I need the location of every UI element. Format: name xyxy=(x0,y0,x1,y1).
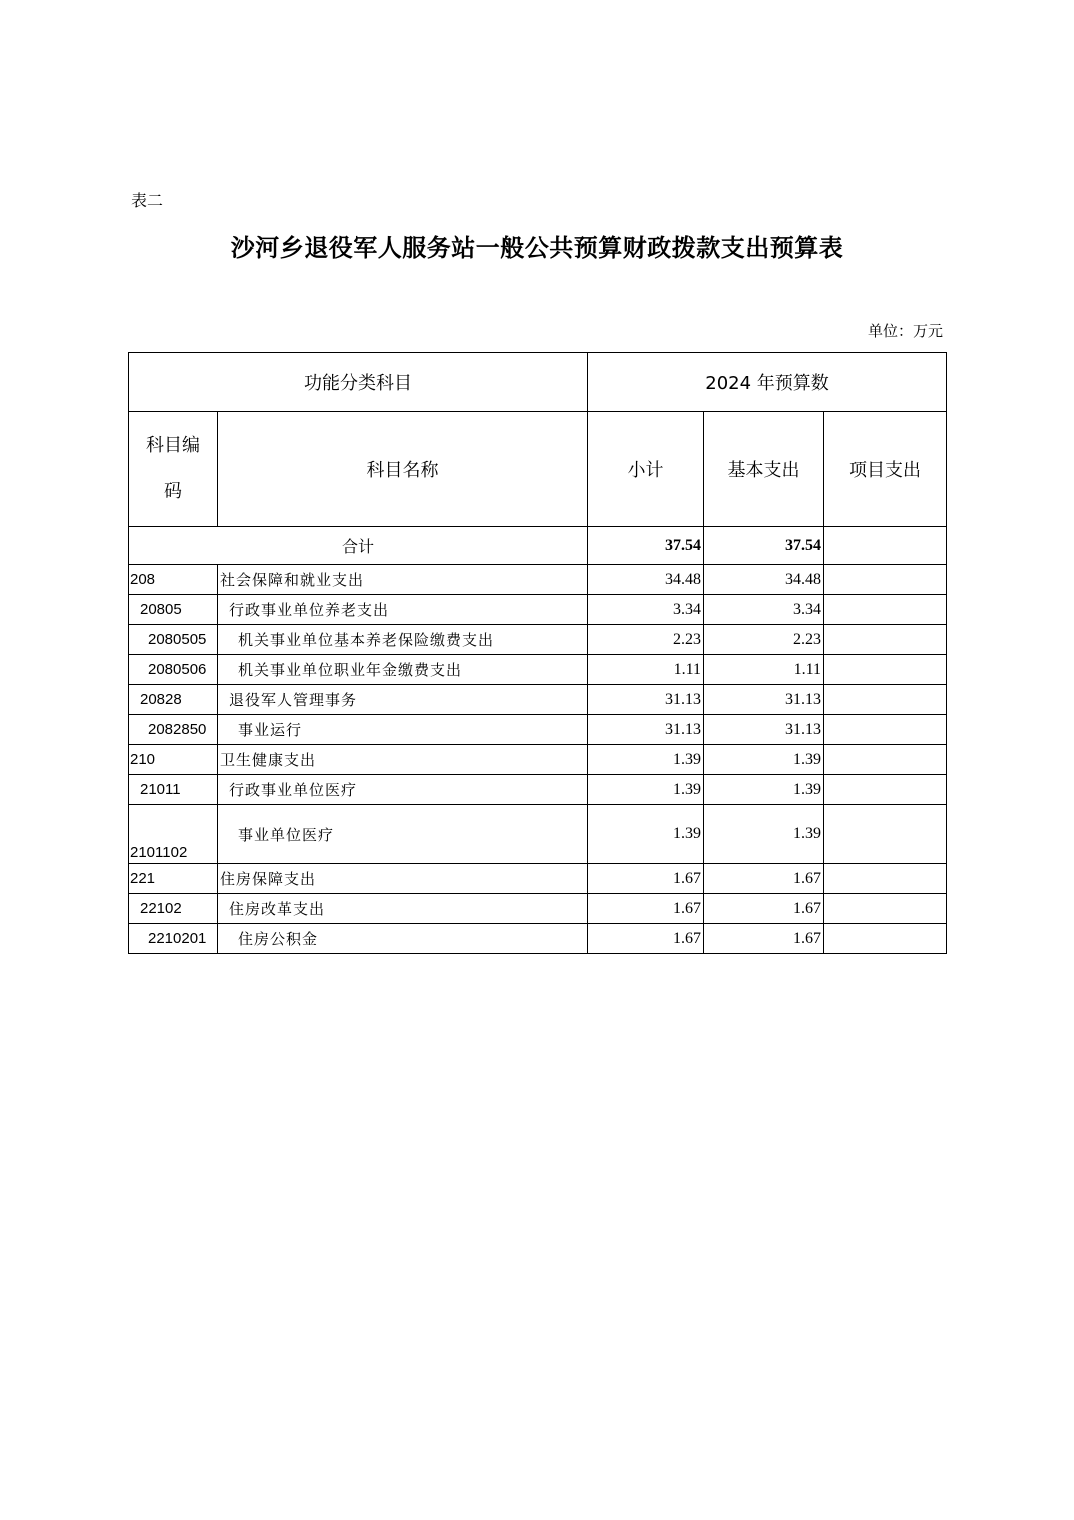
row-project xyxy=(824,805,947,864)
table-row xyxy=(129,595,947,625)
row-code: 20805 xyxy=(129,595,218,625)
row-project xyxy=(824,565,947,595)
total-subtotal: 37.54 xyxy=(588,527,704,565)
table-row xyxy=(129,775,947,805)
header-code-line2: 码 xyxy=(164,481,182,502)
row-subtotal: 1.67 xyxy=(588,894,704,924)
row-project xyxy=(824,595,947,625)
row-subtotal: 2.23 xyxy=(588,625,704,655)
row-basic: 3.34 xyxy=(704,595,824,625)
row-name: 退役军人管理事务 xyxy=(218,685,588,715)
row-name: 社会保障和就业支出 xyxy=(218,565,588,595)
row-subtotal: 1.39 xyxy=(588,775,704,805)
total-row xyxy=(129,527,947,565)
row-code: 2082850 xyxy=(129,715,218,745)
row-name: 住房公积金 xyxy=(218,924,588,954)
header-group-row xyxy=(129,353,947,412)
row-subtotal: 1.39 xyxy=(588,745,704,775)
row-basic: 34.48 xyxy=(704,565,824,595)
row-name: 机关事业单位基本养老保险缴费支出 xyxy=(218,625,588,655)
row-name: 住房改革支出 xyxy=(218,894,588,924)
row-name: 事业运行 xyxy=(218,715,588,745)
header-code-line1: 科目编 xyxy=(146,435,200,456)
row-basic: 1.67 xyxy=(704,864,824,894)
header-project: 项目支出 xyxy=(824,412,947,527)
row-code: 210 xyxy=(129,745,218,775)
row-name: 住房保障支出 xyxy=(218,864,588,894)
row-project xyxy=(824,894,947,924)
table-row xyxy=(129,864,947,894)
row-project xyxy=(824,924,947,954)
table-row xyxy=(129,565,947,595)
row-code: 208 xyxy=(129,565,218,595)
row-project xyxy=(824,864,947,894)
budget-table xyxy=(128,352,947,954)
row-project xyxy=(824,715,947,745)
row-project xyxy=(824,745,947,775)
table-number-label: 表二 xyxy=(131,191,164,210)
row-code: 2101102 xyxy=(129,805,218,864)
header-basic: 基本支出 xyxy=(704,412,824,527)
table-row xyxy=(129,715,947,745)
row-code: 2210201 xyxy=(129,924,218,954)
table-row xyxy=(129,685,947,715)
row-basic: 1.39 xyxy=(704,745,824,775)
row-subtotal: 3.34 xyxy=(588,595,704,625)
row-name: 机关事业单位职业年金缴费支出 xyxy=(218,655,588,685)
header-columns-row xyxy=(129,412,947,527)
row-basic: 31.13 xyxy=(704,685,824,715)
row-basic: 1.67 xyxy=(704,894,824,924)
row-name: 事业单位医疗 xyxy=(218,805,588,864)
row-name: 卫生健康支出 xyxy=(218,745,588,775)
row-code: 21011 xyxy=(129,775,218,805)
row-name: 行政事业单位养老支出 xyxy=(218,595,588,625)
table-row xyxy=(129,805,947,864)
row-name: 行政事业单位医疗 xyxy=(218,775,588,805)
table-row xyxy=(129,655,947,685)
header-name: 科目名称 xyxy=(218,412,588,527)
page-title: 沙河乡退役军人服务站一般公共预算财政拨款支出预算表 xyxy=(230,233,844,262)
row-subtotal: 1.39 xyxy=(588,805,704,864)
header-budget-year: 2024 年预算数 xyxy=(588,353,947,412)
unit-label: 单位：万元 xyxy=(867,322,943,340)
table-row xyxy=(129,745,947,775)
row-project xyxy=(824,685,947,715)
header-code xyxy=(129,412,218,527)
row-project xyxy=(824,655,947,685)
table-row xyxy=(129,924,947,954)
row-basic: 1.67 xyxy=(704,924,824,954)
header-functional-category: 功能分类科目 xyxy=(129,353,588,412)
row-subtotal: 1.67 xyxy=(588,924,704,954)
row-project xyxy=(824,625,947,655)
row-subtotal: 31.13 xyxy=(588,685,704,715)
row-code: 2080505 xyxy=(129,625,218,655)
table-row xyxy=(129,625,947,655)
row-subtotal: 1.11 xyxy=(588,655,704,685)
row-code: 221 xyxy=(129,864,218,894)
row-subtotal: 31.13 xyxy=(588,715,704,745)
table-row xyxy=(129,894,947,924)
total-project xyxy=(824,527,947,565)
row-basic: 1.39 xyxy=(704,775,824,805)
total-basic: 37.54 xyxy=(704,527,824,565)
row-basic: 31.13 xyxy=(704,715,824,745)
row-subtotal: 1.67 xyxy=(588,864,704,894)
row-subtotal: 34.48 xyxy=(588,565,704,595)
row-basic: 1.39 xyxy=(704,805,824,864)
row-project xyxy=(824,775,947,805)
row-code: 2080506 xyxy=(129,655,218,685)
row-code: 20828 xyxy=(129,685,218,715)
row-basic: 2.23 xyxy=(704,625,824,655)
total-label: 合计 xyxy=(129,527,588,565)
header-subtotal: 小计 xyxy=(588,412,704,527)
row-basic: 1.11 xyxy=(704,655,824,685)
row-code: 22102 xyxy=(129,894,218,924)
